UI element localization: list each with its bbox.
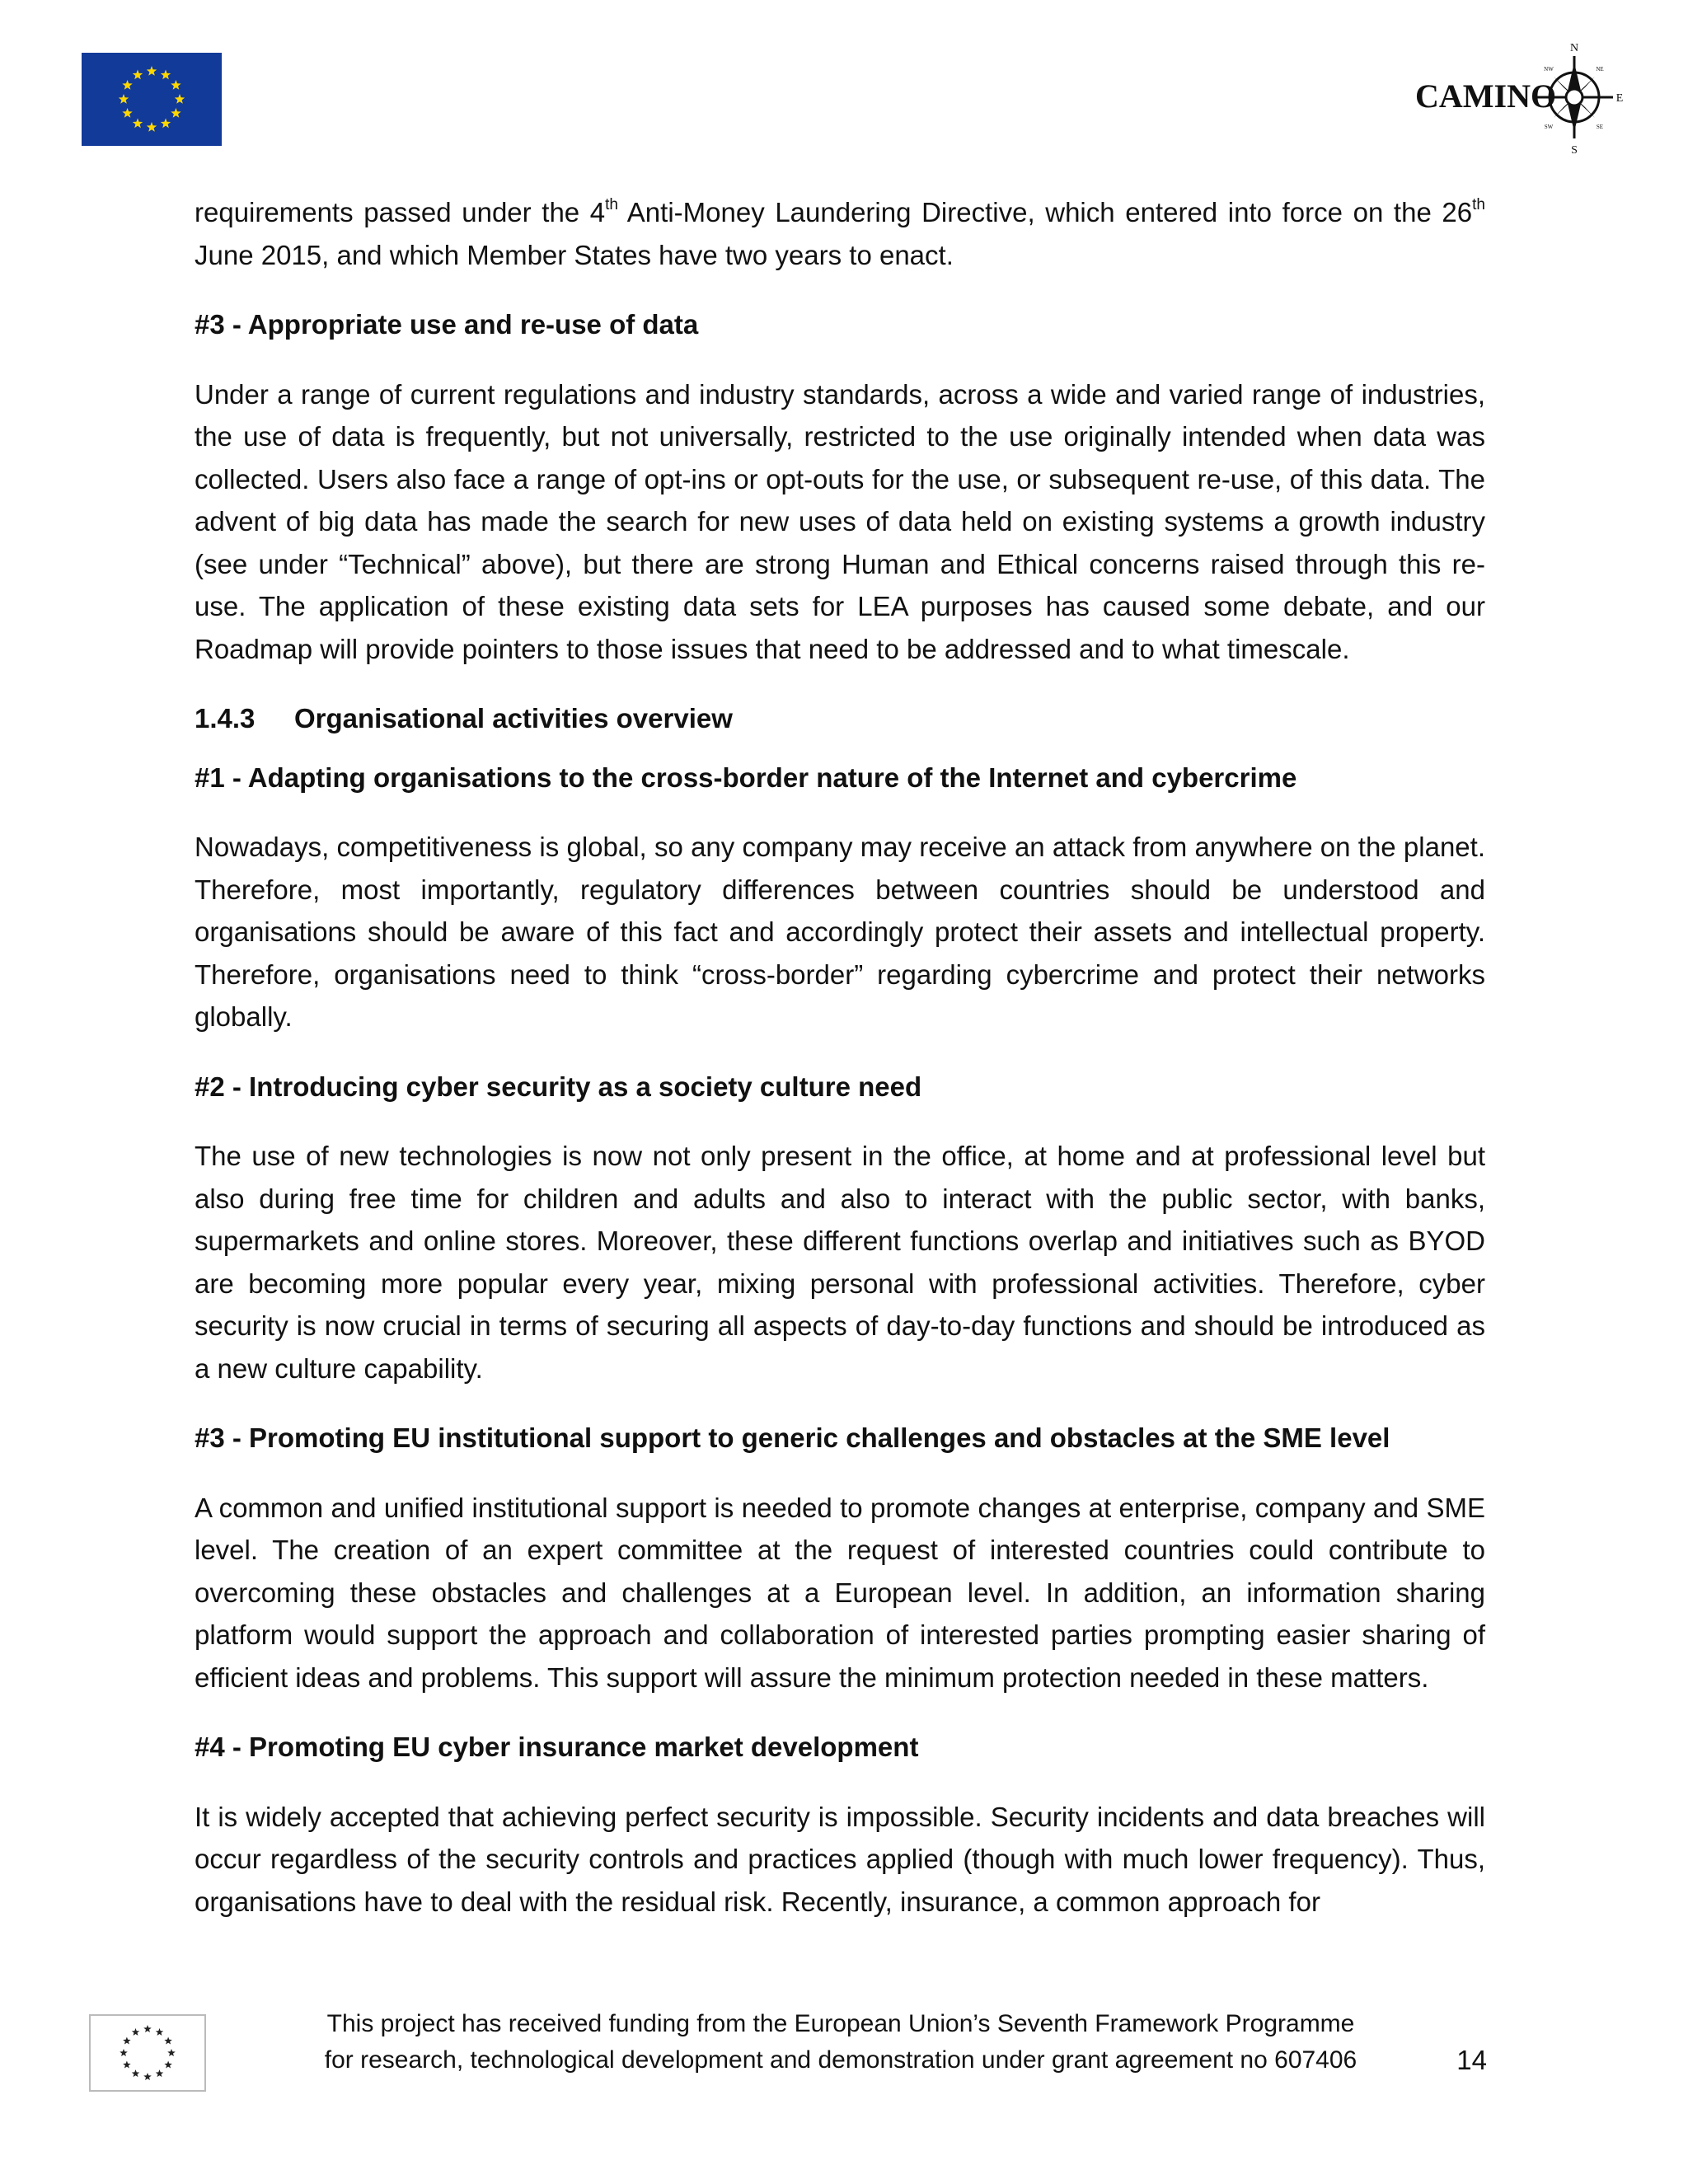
document-body xyxy=(195,191,1485,1950)
compass-se: SE xyxy=(1596,124,1604,130)
heading-cross-border: #1 - Adapting organisations to the cross-border nature of the Internet and cybercrime xyxy=(195,762,1297,793)
paragraph-appropriate-use: Under a range of current regulations and industry standards, across a wide and varied range of industries, the use of data is frequently, but not universally, restricted to the use originally intended when data was collected. Users also face a range of opt-ins or opt-outs for the use, or subsequent re-use, of this data. The advent of big data has made the search for new uses of data held on existing systems a growth industry (see under “Technical” above), but there are strong Human and Ethical concerns raised through this re-use. The application of these existing data sets for LEA purposes has caused some debate, and our Roadmap will provide pointers to those issues that need to be addressed and to what timescale. xyxy=(195,378,1485,664)
camino-logo xyxy=(1414,38,1632,157)
compass-s: S xyxy=(1571,144,1578,157)
continuation-paragraph: requirements passed under the 4th Anti-Money Laundering Directive, which entered into force on the 26th June 2015, and which Member States have two years to enact. xyxy=(195,196,1485,270)
paragraph-cross-border: Nowadays, competitiveness is global, so any company may receive an attack from anywhere on the planet. Therefore, most importantly, regulatory differences between countries should be understood and organisations should be aware of this fact and accordingly protect their assets and intellectual property. Therefore, organisations need to think “cross-border” regarding cybercrime and protect their networks globally. xyxy=(195,832,1485,1032)
funding-statement xyxy=(272,2006,1409,2079)
paragraph-cyber-insurance: It is widely accepted that achieving perfect security is impossible. Security incidents and data breaches will occur regardless of the security controls and practices applied (though with much lower frequency). Thus, organisations have to deal with the residual risk. Recently, insurance, a common approach for xyxy=(195,1801,1485,1917)
subsection-heading-1-4-3 xyxy=(195,697,1485,740)
heading-cyber-culture: #2 - Introducing cyber security as a society culture need xyxy=(195,1071,922,1102)
compass-sw: SW xyxy=(1544,124,1554,130)
heading-appropriate-use: #3 - Appropriate use and re-use of data xyxy=(195,309,699,340)
paragraph-cyber-culture: The use of new technologies is now not only present in the office, at home and at professional level but also during free time for children and adults and also to interact with the public sector, with banks, supermarkets and online stores. Moreover, these different functions overlap and initiatives such as BYOD are becoming more popular every year, mixing personal with professional activities. Therefore, cyber security is now crucial in terms of securing all aspects of day-to-day functions and should be introduced as a new culture capability. xyxy=(195,1141,1485,1384)
compass-ne: NE xyxy=(1596,66,1604,73)
eu-flag-icon xyxy=(82,53,222,146)
compass-n: N xyxy=(1569,42,1579,54)
heading-cyber-insurance: #4 - Promoting EU cyber insurance market development xyxy=(195,1732,919,1762)
heading-eu-support: #3 - Promoting EU institutional support to generic challenges and obstacles at the SME level xyxy=(195,1422,1390,1453)
subsection-number: 1.4.3 xyxy=(195,703,256,733)
compass-nw: NW xyxy=(1544,66,1554,73)
funding-line-1: This project has received funding from the European Union’s Seventh Framework Programme xyxy=(326,2010,1355,2037)
paragraph-eu-support: A common and unified institutional support is needed to promote changes at enterprise, company and SME level. The creation of an expert committee at the request of interested countries could contribute to overcoming these obstacles and challenges at a European level. In addition, an information sharing platform would support the approach and collaboration of interested parties prompting easier sharing of efficient ideas and problems. This support will assure the minimum protection needed in these matters. xyxy=(195,1492,1485,1693)
page-number: 14 xyxy=(1456,2045,1487,2075)
funding-line-2: for research, technological development and demonstration under grant agreement no 607406 xyxy=(324,2046,1357,2074)
eu-emblem-icon xyxy=(89,2014,206,2092)
logo-wordmark: CAMINO xyxy=(1415,77,1557,115)
compass-e: E xyxy=(1615,92,1624,105)
subsection-title: Organisational activities overview xyxy=(294,703,733,733)
